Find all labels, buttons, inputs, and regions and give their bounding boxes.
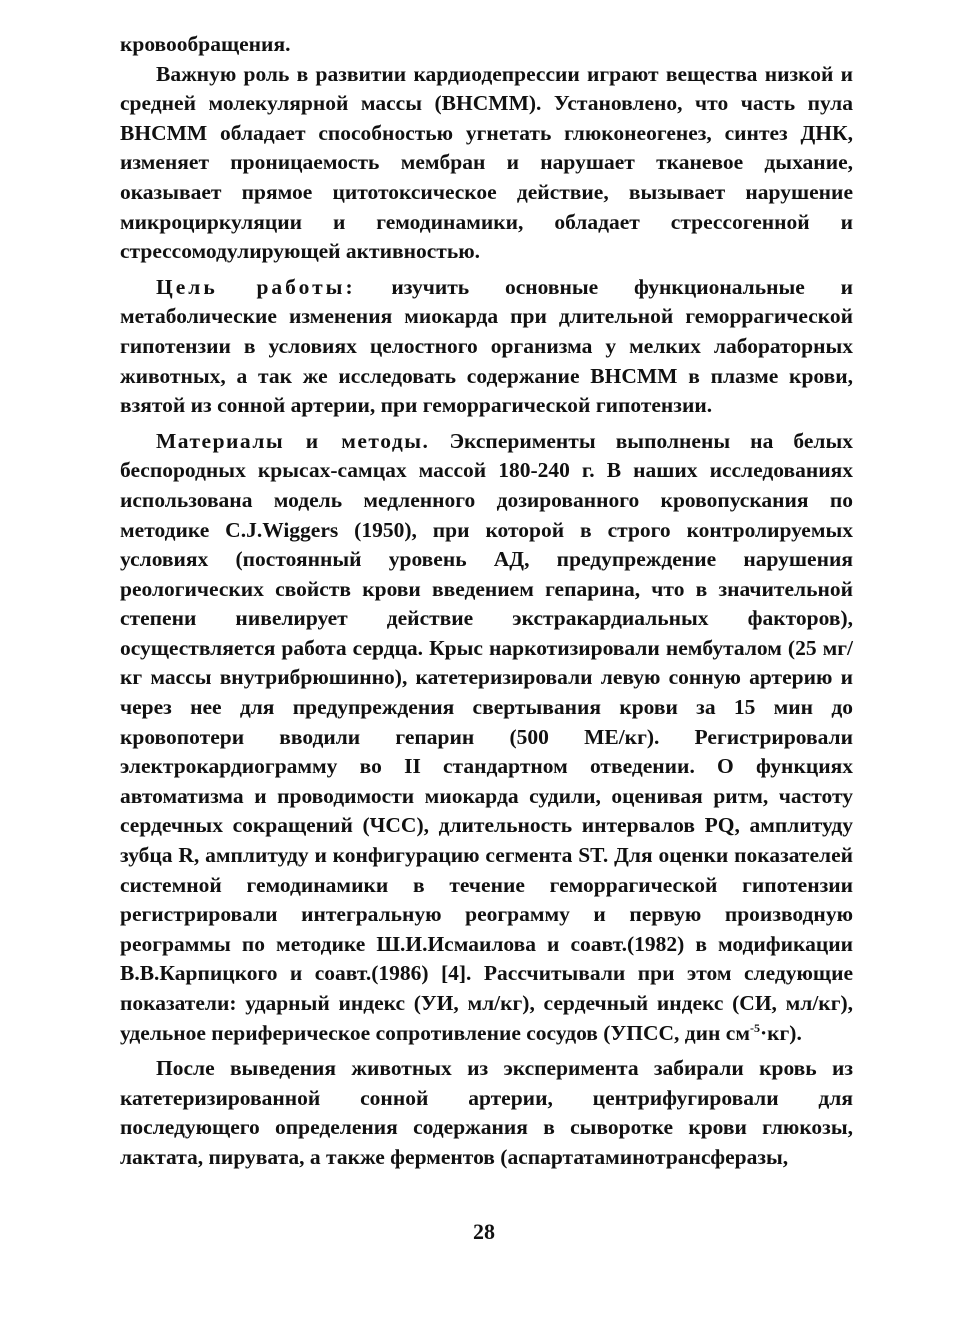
methods-superscript: -5 (749, 1020, 760, 1035)
paragraph-goal (120, 273, 853, 421)
page-body (120, 30, 853, 1173)
paragraph-intro: Важную роль в развитии кардиодепрессии играют вещества низкой и средней молекулярной массы (ВНСММ). Установлено, что часть пула ВНСММ обладает способностью угнетать глюконеогенез, синтез ДНК, изменяет проницаемость мембран и нарушает тканевое дыхание, оказывает прямое цитотоксическое действие, вызывает нарушение микроциркуляции и гемодинамики, обладает стрессогенной и стрессомодулирующей активностью. (120, 61, 853, 264)
goal-heading: Цель работы: (156, 274, 356, 299)
paragraph-continuation: кровообращения. (120, 32, 291, 56)
paragraph-sampling: После выведения животных из эксперимента забирали кровь из катетеризированной сонной артерии, центрифугировали для последующего определения содержания в сыворотке крови глюкозы, лактата, пирувата, а также ферментов (аспартатаминотрансферазы, (120, 1056, 853, 1169)
page-number: 28 (473, 1219, 495, 1244)
methods-heading: Материалы и методы. (156, 428, 430, 453)
paragraph-methods (120, 427, 853, 1048)
methods-text-tail: ·кг). (759, 1020, 802, 1045)
methods-text: Эксперименты выполнены на белых беспородных крысах-самцах массой 180-240 г. В наших исследованиях использована модель медленного дозированного кровопускания по методике C.J.Wiggers (1950), при которой в строго контролируемых условиях (постоянный уровень АД, предупреждение нарушения реологических свойств крови введением гепарина, что в значительной степени нивелирует действие экстракардиальных факторов), осуществляется работа сердца. Крыс наркотизировали нембуталом (25 мг/кг массы внутрибрюшинно), катетеризировали левую сонную артерию и через нее для предупреждения свертывания крови за 15 мин до кровопотери вводили гепарин (500 МЕ/кг). Регистрировали электрокардиограмму во II стандартном отведении. О функциях автоматизма и проводимости миокарда судили, оценивая ритм, частоту сердечных сокращений (ЧСС), длительность интервалов PQ, амплитуду зубца R, амплитуду и конфигурацию сегмента ST. Для оценки показателей системной гемодинамики в течение геморрагической гипотензии регистрировали интегральную реограмму и первую производную реограммы по методике Ш.И.Исмаилова и соавт.(1982) в модификации В.В.Карпицкого и соавт.(1986) [4]. Рассчитывали при этом следующие показатели: ударный индекс (УИ, мл/кг), сердечный индекс (СИ, мл/кг), удельное периферическое сопротивление сосудов (УПСС, дин см (120, 428, 854, 1045)
goal-text: изучить основные функциональные и метаболические изменения миокарда при длительной геморрагической гипотензии в условиях целостного организма у мелких лабораторных животных, а так же исследовать содержание ВНСММ в плазме крови, взятой из сонной артерии, при геморрагической гипотензии. (120, 274, 853, 418)
